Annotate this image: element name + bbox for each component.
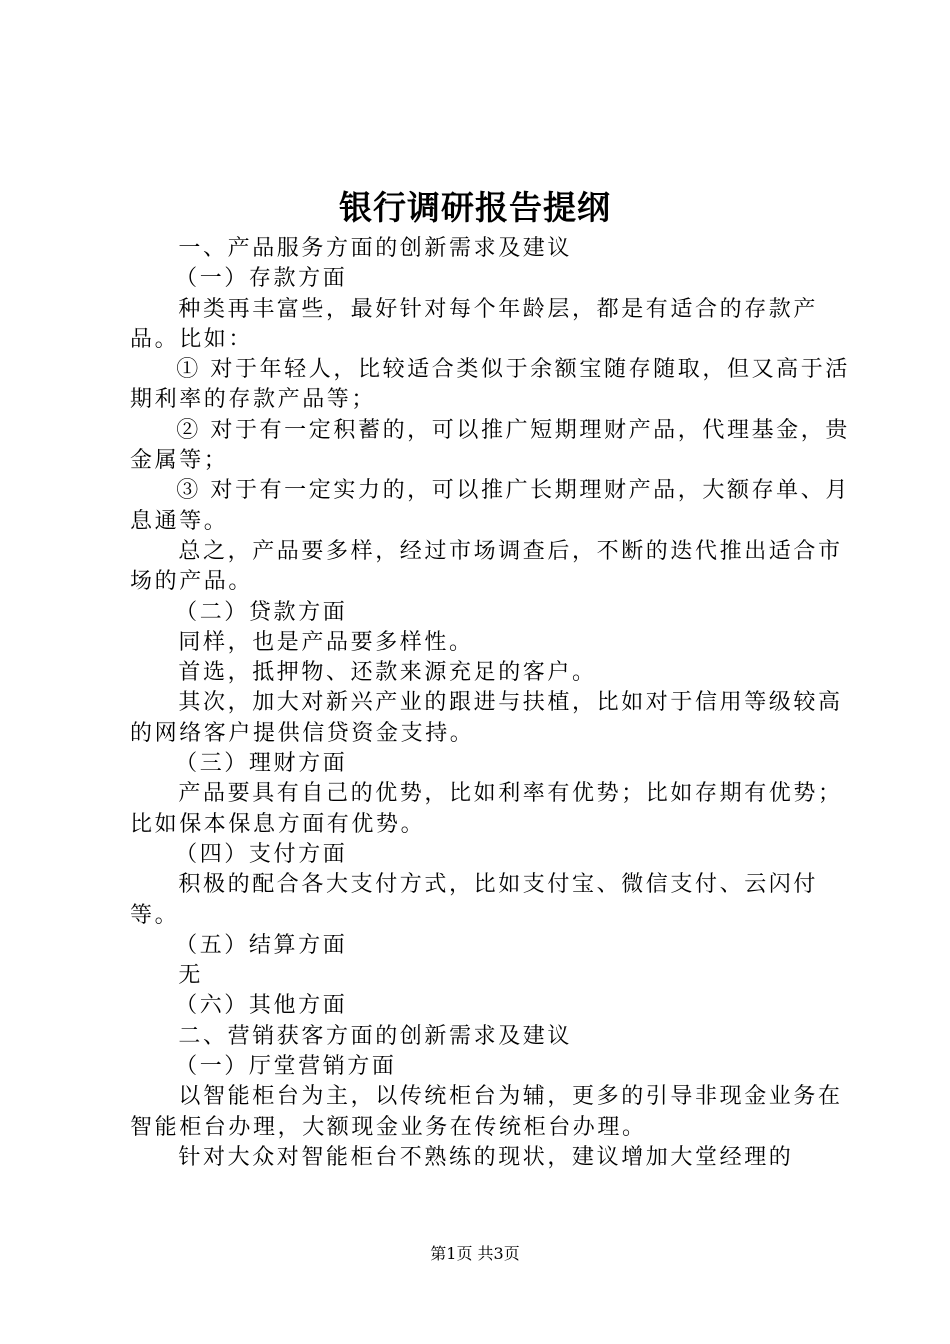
body-paragraph: 种类再丰富些，最好针对每个年龄层，都是有适合的存款产品。比如： — [130, 296, 818, 352]
body-paragraph: 针对大众对智能柜台不熟练的现状，建议增加大堂经理的 — [178, 1144, 794, 1170]
body-paragraph: 其次，加大对新兴产业的跟进与扶植，比如对于信用等级较高的网络客户提供信贷资金支持。 — [130, 690, 843, 746]
list-item: ① 对于年轻人，比较适合类似于余额宝随存随取，但又高于活期利率的存款产品等； — [130, 357, 850, 413]
body-paragraph: 产品要具有自己的优势，比如利率有优势；比如存期有优势；比如保本保息方面有优势。 — [130, 781, 843, 837]
body-paragraph: 无 — [178, 963, 203, 989]
subsection-heading: （一）存款方面 — [175, 266, 348, 292]
list-item: ③ 对于有一定实力的，可以推广长期理财产品，大额存单、月息通等。 — [130, 478, 850, 534]
body-paragraph: 以智能柜台为主，以传统柜台为辅，更多的引导非现金业务在智能柜台办理，大额现金业务在传统柜台办理。 — [130, 1084, 843, 1140]
document-title: 银行调研报告提纲 — [339, 188, 611, 227]
subsection-heading: （五）结算方面 — [175, 932, 348, 958]
body-paragraph: 积极的配合各大支付方式，比如支付宝、微信支付、云闪付等。 — [130, 872, 818, 928]
page-number-footer: 第1页 共3页 — [430, 1244, 520, 1263]
document-body — [130, 234, 850, 1173]
subsection-heading: （二）贷款方面 — [175, 599, 348, 625]
subsection-heading: （四）支付方面 — [175, 841, 348, 867]
body-paragraph: 同样，也是产品要多样性。 — [178, 629, 474, 655]
body-paragraph: 总之，产品要多样，经过市场调查后，不断的迭代推出适合市场的产品。 — [130, 538, 843, 595]
section-heading: 一、产品服务方面的创新需求及建议 — [178, 236, 572, 261]
subsection-heading: （三）理财方面 — [175, 751, 348, 777]
body-paragraph: 首选，抵押物、还款来源充足的客户。 — [178, 660, 597, 686]
subsection-heading: （一）厅堂营销方面 — [175, 1054, 397, 1080]
list-item: ② 对于有一定积蓄的，可以推广短期理财产品，代理基金，贵金属等； — [130, 417, 850, 474]
subsection-heading: （六）其他方面 — [175, 993, 348, 1019]
section-heading: 二、营销获客方面的创新需求及建议 — [178, 1023, 572, 1049]
